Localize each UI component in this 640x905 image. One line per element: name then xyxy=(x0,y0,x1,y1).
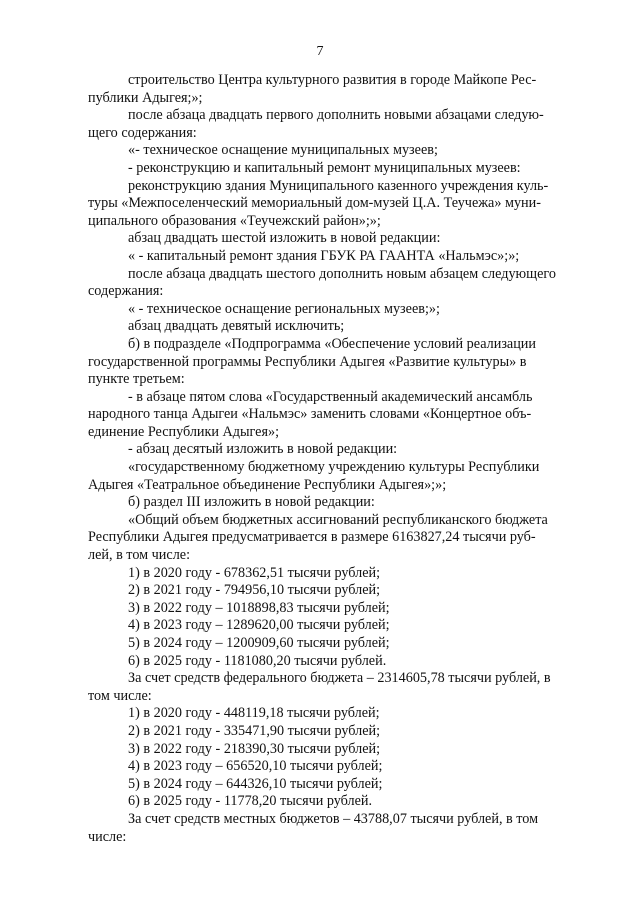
paragraph: За счет средств федерального бюджета – 2314605,78 тысячи рублей, в том числе: xyxy=(88,670,551,704)
page-number: 7 xyxy=(316,44,324,59)
paragraph: - реконструкцию и капитальный ремонт муниципальных музеев: xyxy=(128,159,521,176)
list-item: 3) в 2022 году - 218390,30 тысячи рублей; xyxy=(128,740,381,757)
paragraph: За счет средств местных бюджетов – 43788,07 тысячи рублей, в том числе: xyxy=(88,810,539,845)
paragraph: абзац двадцать девятый исключить; xyxy=(128,318,345,335)
paragraph: после абзаца двадцать шестого дополнить новым абзацем следующего содержания: xyxy=(88,265,556,300)
paragraph: «государственному бюджетному учреждению культуры Республики Адыгея «Театральное объединение Республики Адыгея»;»; xyxy=(88,459,540,493)
paragraph: « - капитальный ремонт здания ГБУК РА ГААНТА «Нальмэс»;»; xyxy=(128,247,520,264)
document-body xyxy=(88,72,585,846)
paragraph: строительство Центра культурного развития в городе Майкопе Рес- публики Адыгея;»; xyxy=(88,72,537,106)
paragraph: « - техническое оснащение региональных музеев;»; xyxy=(128,300,440,317)
list-item: 4) в 2023 году – 656520,10 тысячи рублей; xyxy=(128,758,383,775)
list-item: 2) в 2021 году - 335471,90 тысячи рублей; xyxy=(128,722,381,739)
paragraph: абзац двадцать шестой изложить в новой редакции: xyxy=(128,230,441,247)
paragraph: б) раздел III изложить в новой редакции: xyxy=(128,494,375,511)
paragraph: б) в подразделе «Подпрограмма «Обеспечение условий реализации государственной программы Республики Адыгея «Развитие культуры» в пункте третьем: xyxy=(88,335,536,388)
paragraph: реконструкцию здания Муниципального казенного учреждения куль- туры «Межпоселенческий мемориальный дом-музей Ц.А. Теучежа» муни- ципального образования «Теучежский район»;»; xyxy=(88,177,549,229)
list-item: 5) в 2024 году – 644326,10 тысячи рублей; xyxy=(128,775,383,792)
list-item: 1) в 2020 году - 448119,18 тысячи рублей; xyxy=(128,705,380,722)
list-item: 6) в 2025 году - 1181080,20 тысячи рублей. xyxy=(128,652,387,669)
paragraph: «- техническое оснащение муниципальных музеев; xyxy=(128,142,438,159)
paragraph: - абзац десятый изложить в новой редакции: xyxy=(128,441,398,458)
list-item: 3) в 2022 году – 1018898,83 тысячи рублей; xyxy=(128,599,390,616)
paragraph: после абзаца двадцать первого дополнить новыми абзацами следую- щего содержания: xyxy=(88,107,544,141)
paragraph: - в абзаце пятом слова «Государственный академический ансамбль народного танца Адыгеи «Нальмэс» заменить словами «Концертное объ- единение Республики Адыгея»; xyxy=(88,388,533,440)
list-item: 5) в 2024 году – 1200909,60 тысячи рублей; xyxy=(128,635,390,651)
list-item: 4) в 2023 году – 1289620,00 тысячи рублей; xyxy=(128,617,390,634)
list-item: 6) в 2025 году - 11778,20 тысячи рублей. xyxy=(128,793,373,810)
list-item: 2) в 2021 году - 794956,10 тысячи рублей; xyxy=(128,582,381,599)
paragraph: «Общий объем бюджетных ассигнований республиканского бюджета Республики Адыгея предусматривается в размере 6163827,24 тысячи руб- лей, в том числе: xyxy=(88,511,548,564)
list-item: 1) в 2020 году - 678362,51 тысячи рублей; xyxy=(128,564,381,581)
